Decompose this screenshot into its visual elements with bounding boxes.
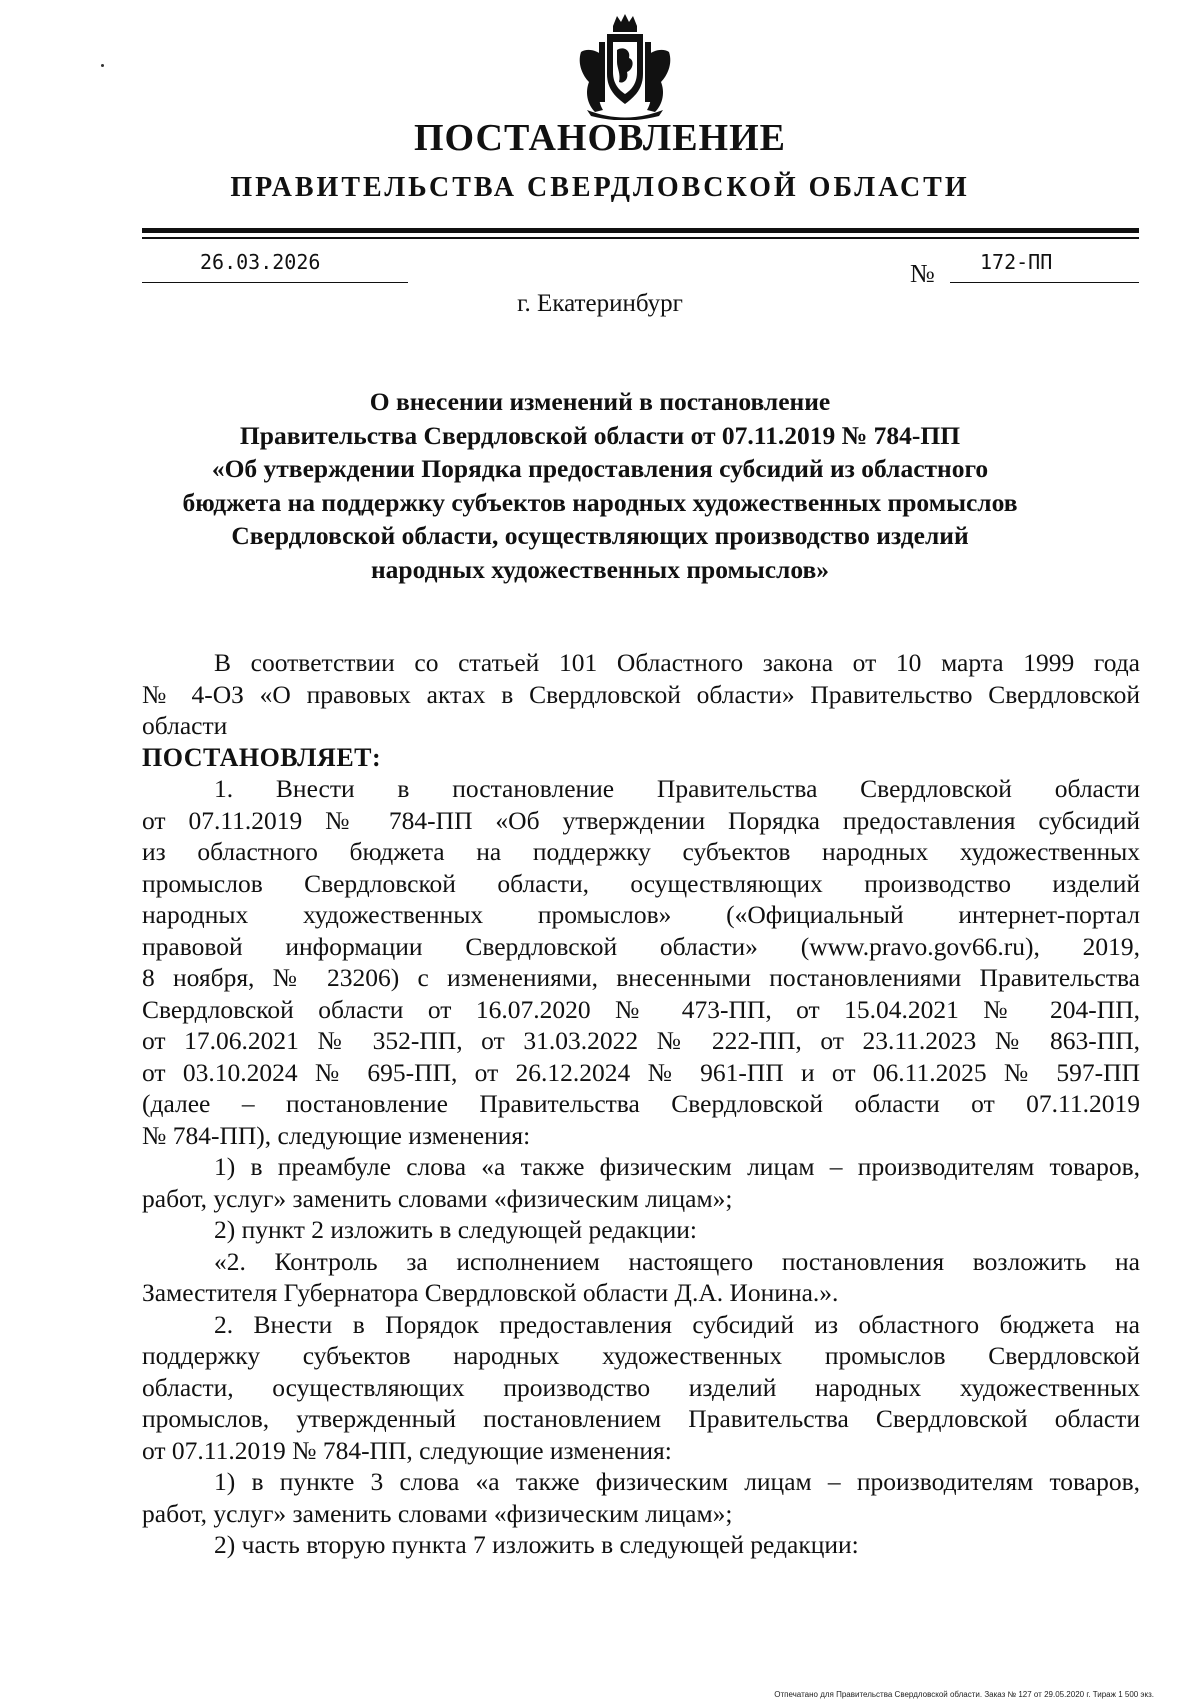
item2-line: 2. Внести в Порядок предоставления субсидий из областного бюджета на bbox=[214, 1309, 1140, 1339]
number-underline bbox=[950, 282, 1139, 283]
document-heading bbox=[150, 385, 1050, 586]
item1-1-line: 1) в преамбуле слова «а также физическим лицам – производителям товаров, bbox=[214, 1152, 1140, 1181]
item2-line: промыслов, утвержденный постановлением Правительства Свердловской области bbox=[142, 1404, 1140, 1433]
item1-line: Свердловской области от 16.07.2020 № 473-ПП, от 15.04.2021 № 204-ПП, bbox=[142, 994, 1140, 1024]
item1-line: 8 ноября, № 23206) с изменениями, внесенными постановлениями Правительства bbox=[142, 963, 1140, 992]
scan-speck bbox=[101, 64, 104, 67]
item2-line: области, осуществляющих производство изделий народных художественных bbox=[142, 1372, 1140, 1402]
document-number: 172-ПП bbox=[980, 250, 1053, 274]
document-body bbox=[142, 647, 1140, 1561]
header-rule-thick bbox=[142, 228, 1139, 233]
heading-line: бюджета на поддержку субъектов народных художественных промыслов bbox=[182, 487, 1018, 517]
item1-line: народных художественных промыслов» («Официальный интернет-портал bbox=[142, 900, 1140, 929]
document-title: ПОСТАНОВЛЕНИЕ bbox=[413, 117, 787, 159]
heading-line: О внесении изменений в постановление bbox=[369, 387, 831, 416]
item1-line: от 17.06.2021 № 352-ПП, от 31.03.2022 № 222-ПП, от 23.11.2023 № 863-ПП, bbox=[142, 1026, 1140, 1055]
heading-line: Правительства Свердловской области от 07.11.2019 № 784-ПП bbox=[239, 420, 961, 450]
item2-line: от 07.11.2019 № 784-ПП, следующие изменения: bbox=[142, 1435, 672, 1465]
item2-1-line: работ, услуг» заменить словами «физическим лицам»; bbox=[142, 1498, 733, 1528]
city: г. Екатеринбург bbox=[517, 290, 683, 317]
header-rule-thin bbox=[142, 237, 1139, 239]
item2-line: поддержку субъектов народных художественных промыслов Свердловской bbox=[142, 1341, 1140, 1370]
postanovlyaet-label: ПОСТАНОВЛЯЕТ: bbox=[142, 742, 382, 772]
item1-line: из областного бюджета на поддержку субъектов народных художественных bbox=[142, 837, 1140, 866]
item1-line: от 07.11.2019 № 784-ПП «Об утверждении Порядка предоставления субсидий bbox=[142, 805, 1140, 835]
item2-1-line: 1) в пункте 3 слова «а также физическим лицам – производителям товаров, bbox=[214, 1467, 1140, 1496]
heading-line: «Об утверждении Порядка предоставления субсидий из областного bbox=[211, 454, 989, 483]
item1-line: № 784-ПП), следующие изменения: bbox=[142, 1120, 531, 1150]
item1-line: промыслов Свердловской области, осуществляющих производство изделий bbox=[142, 868, 1140, 898]
preamble-line: № 4-ОЗ «О правовых актах в Свердловской области» Правительство Свердловской bbox=[142, 679, 1140, 709]
item2-2-line: 2) часть вторую пункта 7 изложить в следующей редакции: bbox=[214, 1530, 859, 1559]
preamble-line: области bbox=[142, 711, 228, 740]
item1-line: правовой информации Свердловской области» (www.pravo.gov66.ru), 2019, bbox=[142, 931, 1140, 961]
item1-line: 1. Внести в постановление Правительства Свердловской области bbox=[214, 774, 1140, 803]
heading-line: народных художественных промыслов» bbox=[370, 554, 830, 584]
item1-2-text-line: Заместителя Губернатора Свердловской области Д.А. Ионина.». bbox=[142, 1278, 839, 1307]
coat-of-arms-icon bbox=[573, 12, 677, 120]
item1-1-line: работ, услуг» заменить словами «физическим лицам»; bbox=[142, 1183, 733, 1213]
item1-line: от 03.10.2024 № 695-ПП, от 26.12.2024 № 961-ПП и от 06.11.2025 № 597-ПП bbox=[142, 1057, 1140, 1087]
item1-line: (далее – постановление Правительства Свердловской области от 07.11.2019 bbox=[142, 1089, 1140, 1118]
item1-2-line: 2) пункт 2 изложить в следующей редакции: bbox=[214, 1215, 697, 1244]
heading-line: Свердловской области, осуществляющих производство изделий bbox=[231, 521, 969, 550]
print-footer: Отпечатано для Правительства Свердловской области. Заказ № 127 от 29.05.2020 г. Тираж 1 500 экз. bbox=[774, 1690, 1154, 1699]
item1-2-text-line: «2. Контроль за исполнением настоящего постановления возложить на bbox=[214, 1246, 1140, 1276]
document-date: 26.03.2026 bbox=[200, 250, 321, 274]
number-sign: № bbox=[910, 259, 935, 288]
preamble-line: В соответствии со статьей 101 Областного закона от 10 марта 1999 года bbox=[214, 648, 1140, 677]
issuer-name: ПРАВИТЕЛЬСТВА СВЕРДЛОВСКОЙ ОБЛАСТИ bbox=[230, 172, 970, 203]
date-underline bbox=[142, 282, 408, 283]
